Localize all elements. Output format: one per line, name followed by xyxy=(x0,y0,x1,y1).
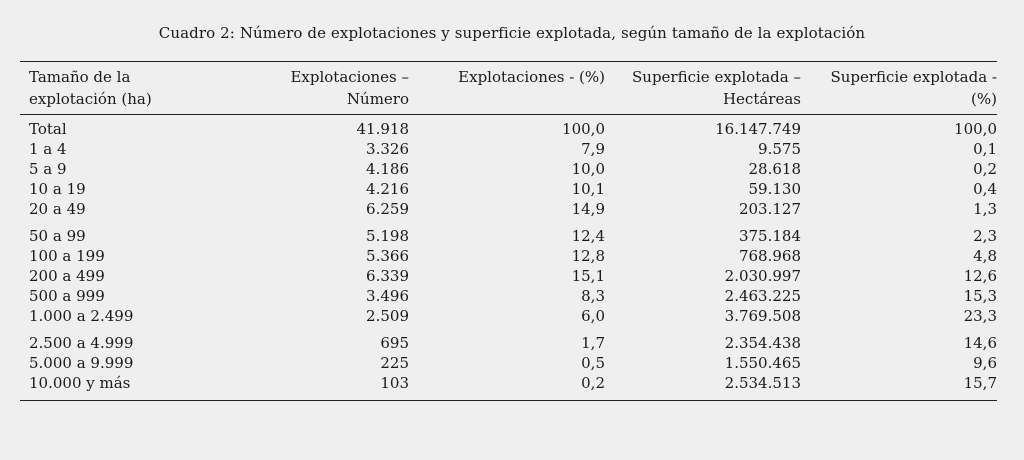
table-row xyxy=(20,326,1006,353)
cell-area: 2.030.997 xyxy=(724,267,801,285)
table-row xyxy=(20,306,1006,326)
cell-count: 6.339 xyxy=(366,267,409,285)
table-row xyxy=(20,373,1006,400)
cell-count-pct: 1,7 xyxy=(581,334,605,352)
cell-size: 1.000 a 2.499 xyxy=(29,307,134,325)
cell-area: 3.769.508 xyxy=(724,307,801,325)
cell-area: 2.463.225 xyxy=(724,287,801,305)
cell-area: 1.550.465 xyxy=(724,354,801,372)
cell-area-pct: 0,2 xyxy=(973,160,997,178)
cell-count: 3.326 xyxy=(366,140,409,158)
cell-count-pct: 100,0 xyxy=(562,120,605,138)
table-row xyxy=(20,115,1006,139)
cell-area: 375.184 xyxy=(738,227,801,245)
cell-area: 28.618 xyxy=(748,160,801,178)
cell-size: 5.000 a 9.999 xyxy=(29,354,134,372)
bottom-rule xyxy=(20,400,997,401)
cell-count: 225 xyxy=(380,354,409,372)
table-row xyxy=(20,266,1006,286)
cell-count: 103 xyxy=(380,374,409,392)
table-row xyxy=(20,246,1006,266)
cell-area-pct: 4,8 xyxy=(973,247,997,265)
header-count: Explotaciones – Número xyxy=(290,68,409,108)
cell-size: 20 a 49 xyxy=(29,200,86,218)
cell-area-pct: 1,3 xyxy=(973,200,997,218)
cell-area: 59.130 xyxy=(748,180,801,198)
cell-count-pct: 0,5 xyxy=(581,354,605,372)
cell-count: 5.366 xyxy=(366,247,409,265)
cell-size: 200 a 499 xyxy=(29,267,105,285)
cell-area: 16.147.749 xyxy=(715,120,801,138)
cell-count-pct: 10,0 xyxy=(571,160,605,178)
cell-count: 695 xyxy=(380,334,409,352)
cell-count-pct: 8,3 xyxy=(581,287,605,305)
cell-count-pct: 6,0 xyxy=(581,307,605,325)
cell-count: 5.198 xyxy=(366,227,409,245)
cell-area: 2.354.438 xyxy=(724,334,801,352)
cell-area-pct: 23,3 xyxy=(963,307,997,325)
table-row xyxy=(20,353,1006,373)
cell-area: 768.968 xyxy=(738,247,801,265)
cell-count-pct: 10,1 xyxy=(571,180,605,198)
header-size: Tamaño de la explotación (ha) xyxy=(29,68,152,108)
cell-area-pct: 100,0 xyxy=(954,120,997,138)
cell-count: 41.918 xyxy=(356,120,409,138)
header-area-pct: Superficie explotada - (%) xyxy=(830,68,997,108)
table-row xyxy=(20,179,1006,199)
cell-count-pct: 12,4 xyxy=(571,227,605,245)
cell-area: 9.575 xyxy=(758,140,801,158)
table-row xyxy=(20,286,1006,306)
cell-area-pct: 0,1 xyxy=(973,140,997,158)
data-table-body xyxy=(20,115,1006,400)
cell-size: 500 a 999 xyxy=(29,287,105,305)
cell-area: 2.534.513 xyxy=(724,374,801,392)
cell-size: 50 a 99 xyxy=(29,227,86,245)
cell-size: 2.500 a 4.999 xyxy=(29,334,134,352)
cell-count: 4.186 xyxy=(366,160,409,178)
header-count-pct: Explotaciones - (%) xyxy=(458,68,605,86)
cell-count-pct: 12,8 xyxy=(571,247,605,265)
table-row xyxy=(20,159,1006,179)
table-row xyxy=(20,139,1006,159)
cell-size: 10.000 y más xyxy=(29,374,131,392)
cell-size: 10 a 19 xyxy=(29,180,86,198)
cell-size: 1 a 4 xyxy=(29,140,67,158)
cell-count: 3.496 xyxy=(366,287,409,305)
header-area: Superficie explotada – Hectáreas xyxy=(632,68,801,108)
cell-count-pct: 15,1 xyxy=(571,267,605,285)
cell-area-pct: 15,7 xyxy=(963,374,997,392)
cell-size: Total xyxy=(29,120,67,138)
table-row xyxy=(20,219,1006,246)
cell-area-pct: 14,6 xyxy=(963,334,997,352)
cell-count-pct: 0,2 xyxy=(581,374,605,392)
cell-count-pct: 14,9 xyxy=(571,200,605,218)
cell-size: 100 a 199 xyxy=(29,247,105,265)
cell-count: 4.216 xyxy=(366,180,409,198)
cell-area-pct: 9,6 xyxy=(973,354,997,372)
data-table xyxy=(20,62,1006,114)
cell-count-pct: 7,9 xyxy=(581,140,605,158)
header-row xyxy=(20,62,1006,114)
cell-area-pct: 2,3 xyxy=(973,227,997,245)
cell-area-pct: 0,4 xyxy=(973,180,997,198)
cell-area-pct: 15,3 xyxy=(963,287,997,305)
cell-area-pct: 12,6 xyxy=(963,267,997,285)
cell-count: 6.259 xyxy=(366,200,409,218)
table-caption: Cuadro 2: Número de explotaciones y superficie explotada, según tamaño de la explotación xyxy=(158,24,866,42)
cell-area: 203.127 xyxy=(738,200,801,218)
cell-size: 5 a 9 xyxy=(29,160,67,178)
data-table-container xyxy=(20,61,997,401)
table-row xyxy=(20,199,1006,219)
cell-count: 2.509 xyxy=(366,307,409,325)
